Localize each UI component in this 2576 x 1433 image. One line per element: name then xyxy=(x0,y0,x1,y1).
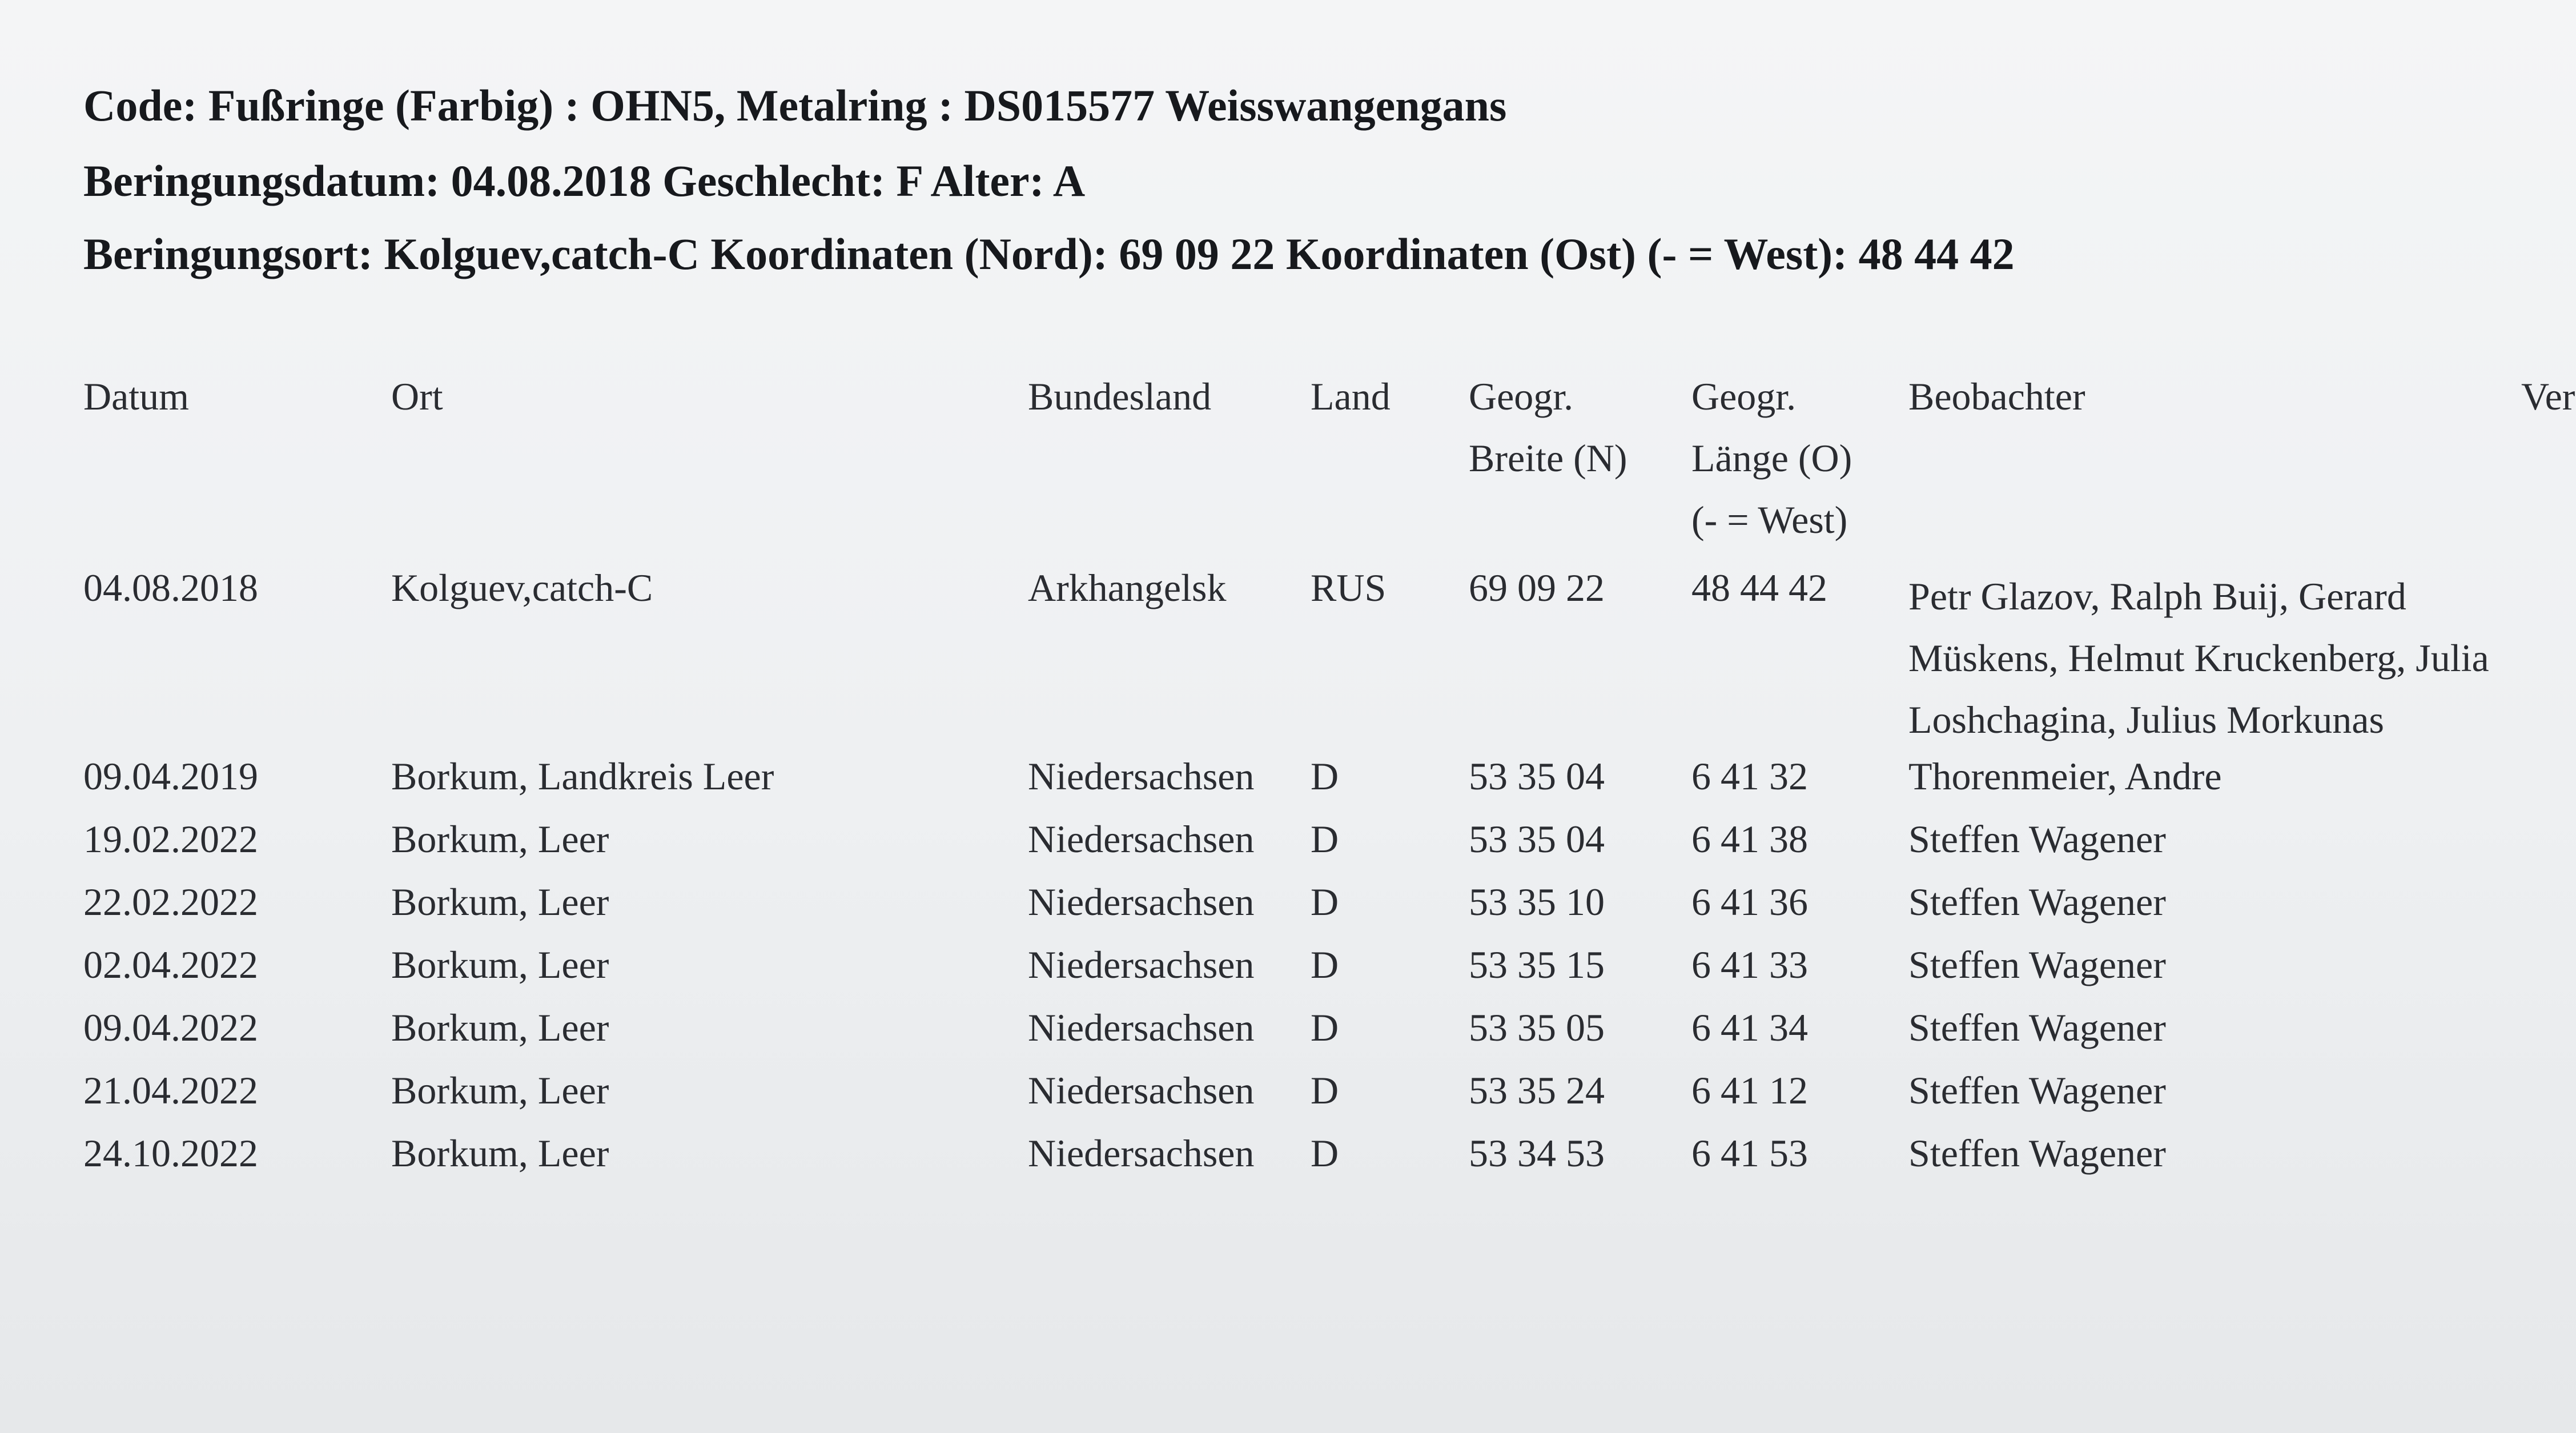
cell-breite: 53 35 15 xyxy=(1469,943,1605,986)
header-ringing-date: Beringungsdatum: 04.08.2018 Geschlecht: F Alter: A xyxy=(83,156,1086,206)
cell-land: RUS xyxy=(1311,566,1387,609)
cell-land: D xyxy=(1311,1131,1339,1175)
cell-breite: 53 35 05 xyxy=(1469,1006,1605,1049)
cell-breite: 53 35 10 xyxy=(1469,880,1605,924)
header-ringing-place: Beringungsort: Kolguev,catch-C Koordinaten (Nord): 69 09 22 Koordinaten (Ost) (- = West): 48 44 42 xyxy=(83,229,2015,279)
cell-bundesland: Arkhangelsk xyxy=(1028,566,1227,609)
cell-datum: 02.04.2022 xyxy=(83,943,258,986)
cell-laenge: 6 41 33 xyxy=(1691,943,1808,986)
cell-datum: 09.04.2022 xyxy=(83,1006,258,1049)
col-head-breite: Geogr. Breite (N) xyxy=(1469,375,1627,480)
cell-beobachter: Steffen Wagener xyxy=(1908,943,2166,986)
cell-laenge: 6 41 32 xyxy=(1691,754,1808,798)
cell-breite: 53 34 53 xyxy=(1469,1131,1605,1175)
col-head-ver: Ver xyxy=(2521,375,2575,418)
cell-beobachter: Thorenmeier, Andre xyxy=(1908,754,2222,798)
cell-land: D xyxy=(1311,1069,1339,1112)
cell-breite: 53 35 04 xyxy=(1469,817,1605,861)
cell-beobachter: Steffen Wagener xyxy=(1908,817,2166,861)
cell-breite: 69 09 22 xyxy=(1469,566,1605,609)
cell-bundesland: Niedersachsen xyxy=(1028,1131,1255,1175)
cell-breite: 53 35 24 xyxy=(1469,1069,1605,1112)
col-head-laenge: Geogr. Länge (O) (- = West) xyxy=(1691,375,1852,541)
cell-laenge: 6 41 53 xyxy=(1691,1131,1808,1175)
cell-land: D xyxy=(1311,754,1339,798)
cell-ort: Borkum, Leer xyxy=(391,1131,609,1175)
cell-bundesland: Niedersachsen xyxy=(1028,880,1255,924)
cell-beobachter: Steffen Wagener xyxy=(1908,1069,2166,1112)
cell-ort: Borkum, Leer xyxy=(391,1069,609,1112)
cell-breite: 53 35 04 xyxy=(1469,754,1605,798)
cell-bundesland: Niedersachsen xyxy=(1028,1069,1255,1112)
cell-ort: Borkum, Leer xyxy=(391,817,609,861)
cell-bundesland: Niedersachsen xyxy=(1028,754,1255,798)
cell-datum: 24.10.2022 xyxy=(83,1131,258,1175)
cell-datum: 04.08.2018 xyxy=(83,566,258,609)
cell-laenge: 6 41 34 xyxy=(1691,1006,1808,1049)
cell-datum: 22.02.2022 xyxy=(83,880,258,924)
cell-datum: 19.02.2022 xyxy=(83,817,258,861)
cell-ort: Borkum, Leer xyxy=(391,1006,609,1049)
cell-bundesland: Niedersachsen xyxy=(1028,817,1255,861)
cell-ort: Borkum, Landkreis Leer xyxy=(391,754,774,798)
cell-laenge: 48 44 42 xyxy=(1691,566,1827,609)
cell-laenge: 6 41 36 xyxy=(1691,880,1808,924)
cell-ort: Kolguev,catch-C xyxy=(391,566,653,609)
cell-datum: 21.04.2022 xyxy=(83,1069,258,1112)
cell-land: D xyxy=(1311,943,1339,986)
col-head-beobachter: Beobachter xyxy=(1908,375,2085,418)
col-head-bundesland: Bundesland xyxy=(1028,375,1212,418)
cell-land: D xyxy=(1311,1006,1339,1049)
cell-beobachter: Petr Glazov, Ralph Buij, Gerard Müskens, Helmut Kruckenberg, Julia Loshchagina, Julius Morkunas xyxy=(1908,575,2489,741)
cell-land: D xyxy=(1311,817,1339,861)
col-head-datum: Datum xyxy=(83,375,190,418)
cell-beobachter: Steffen Wagener xyxy=(1908,880,2166,924)
cell-beobachter: Steffen Wagener xyxy=(1908,1131,2166,1175)
cell-laenge: 6 41 12 xyxy=(1691,1069,1808,1112)
header-ring-code: Code: Fußringe (Farbig) : OHN5, Metalring : DS015577 Weisswangengans xyxy=(83,81,1507,130)
cell-datum: 09.04.2019 xyxy=(83,754,258,798)
cell-bundesland: Niedersachsen xyxy=(1028,1006,1255,1049)
col-head-ort: Ort xyxy=(391,375,443,418)
cell-ort: Borkum, Leer xyxy=(391,880,609,924)
cell-ort: Borkum, Leer xyxy=(391,943,609,986)
cell-beobachter: Steffen Wagener xyxy=(1908,1006,2166,1049)
col-head-land: Land xyxy=(1311,375,1391,418)
cell-land: D xyxy=(1311,880,1339,924)
cell-bundesland: Niedersachsen xyxy=(1028,943,1255,986)
cell-laenge: 6 41 38 xyxy=(1691,817,1808,861)
